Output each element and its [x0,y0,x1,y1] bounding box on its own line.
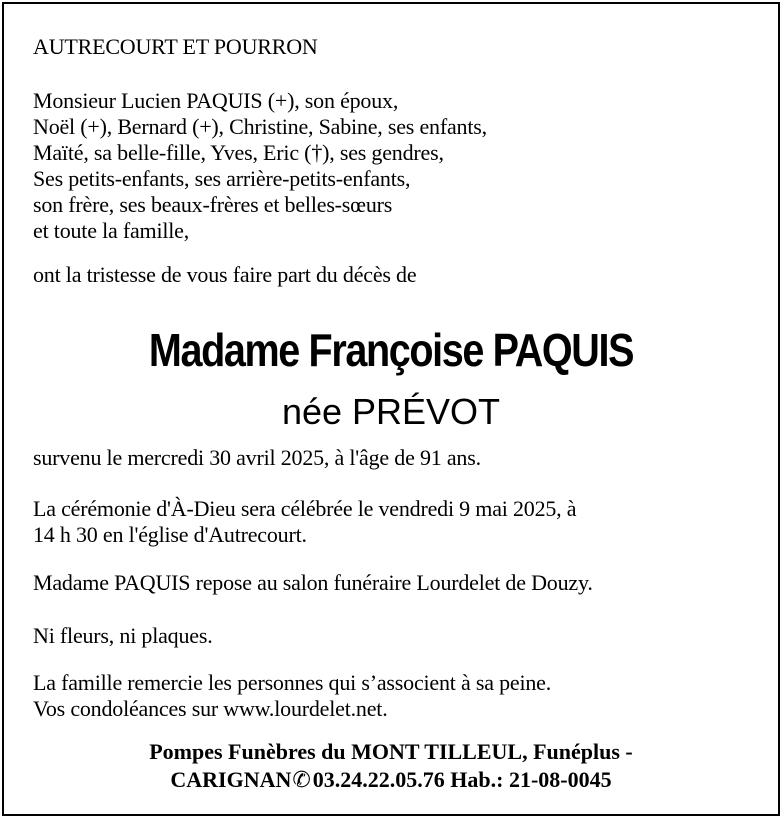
maiden-name: née PRÉVOT [281,391,501,432]
family-line: Noël (+), Bernard (+), Christine, Sabine, ses enfants, [33,114,487,139]
rest-info: Madame PAQUIS repose au salon funéraire Lourdelet de Douzy. [33,570,593,595]
ceremony-line: 14 h 30 en l'église d'Autrecourt. [33,522,307,547]
phone-icon: ✆ [292,767,311,792]
family-line: Maïté, sa belle-fille, Yves, Eric (†), ses gendres, [33,140,444,165]
funeral-home-footer [4,738,778,794]
funeral-home-contact [4,766,778,794]
thanks-line: La famille remercie les personnes qui s’associent à sa peine. [33,670,552,695]
flowers-info: Ni fleurs, ni plaques. [33,623,213,648]
announcement-text: ont la tristesse de vous faire part du décès de [33,262,417,287]
ceremony-info [33,496,758,548]
family-line: et toute la famille, [33,218,190,243]
family-line: Ses petits-enfants, ses arrière-petits-enfants, [33,166,411,191]
funeral-home-city: CARIGNAN [170,767,292,792]
town-heading: AUTRECOURT ET POURRON [33,34,318,59]
family-line: son frère, ses beaux-frères et belles-sœurs [33,192,393,217]
phone-and-license: 03.24.22.05.76 Hab.: 21-08-0045 [312,767,612,792]
deceased-name: Madame Françoise PAQUIS [148,324,634,376]
thanks-info [33,670,758,722]
condolences-link[interactable]: Vos condoléances sur www.lourdelet.net. [33,696,388,721]
ceremony-line: La cérémonie d'À-Dieu sera célébrée le vendredi 9 mai 2025, à [33,496,577,521]
obituary-notice [2,2,780,816]
death-info: survenu le mercredi 30 avril 2025, à l'âge de 91 ans. [33,445,481,470]
family-list [33,88,758,244]
funeral-home-name: Pompes Funèbres du MONT TILLEUL, Funéplus - [149,739,633,764]
family-line: Monsieur Lucien PAQUIS (+), son époux, [33,88,399,113]
